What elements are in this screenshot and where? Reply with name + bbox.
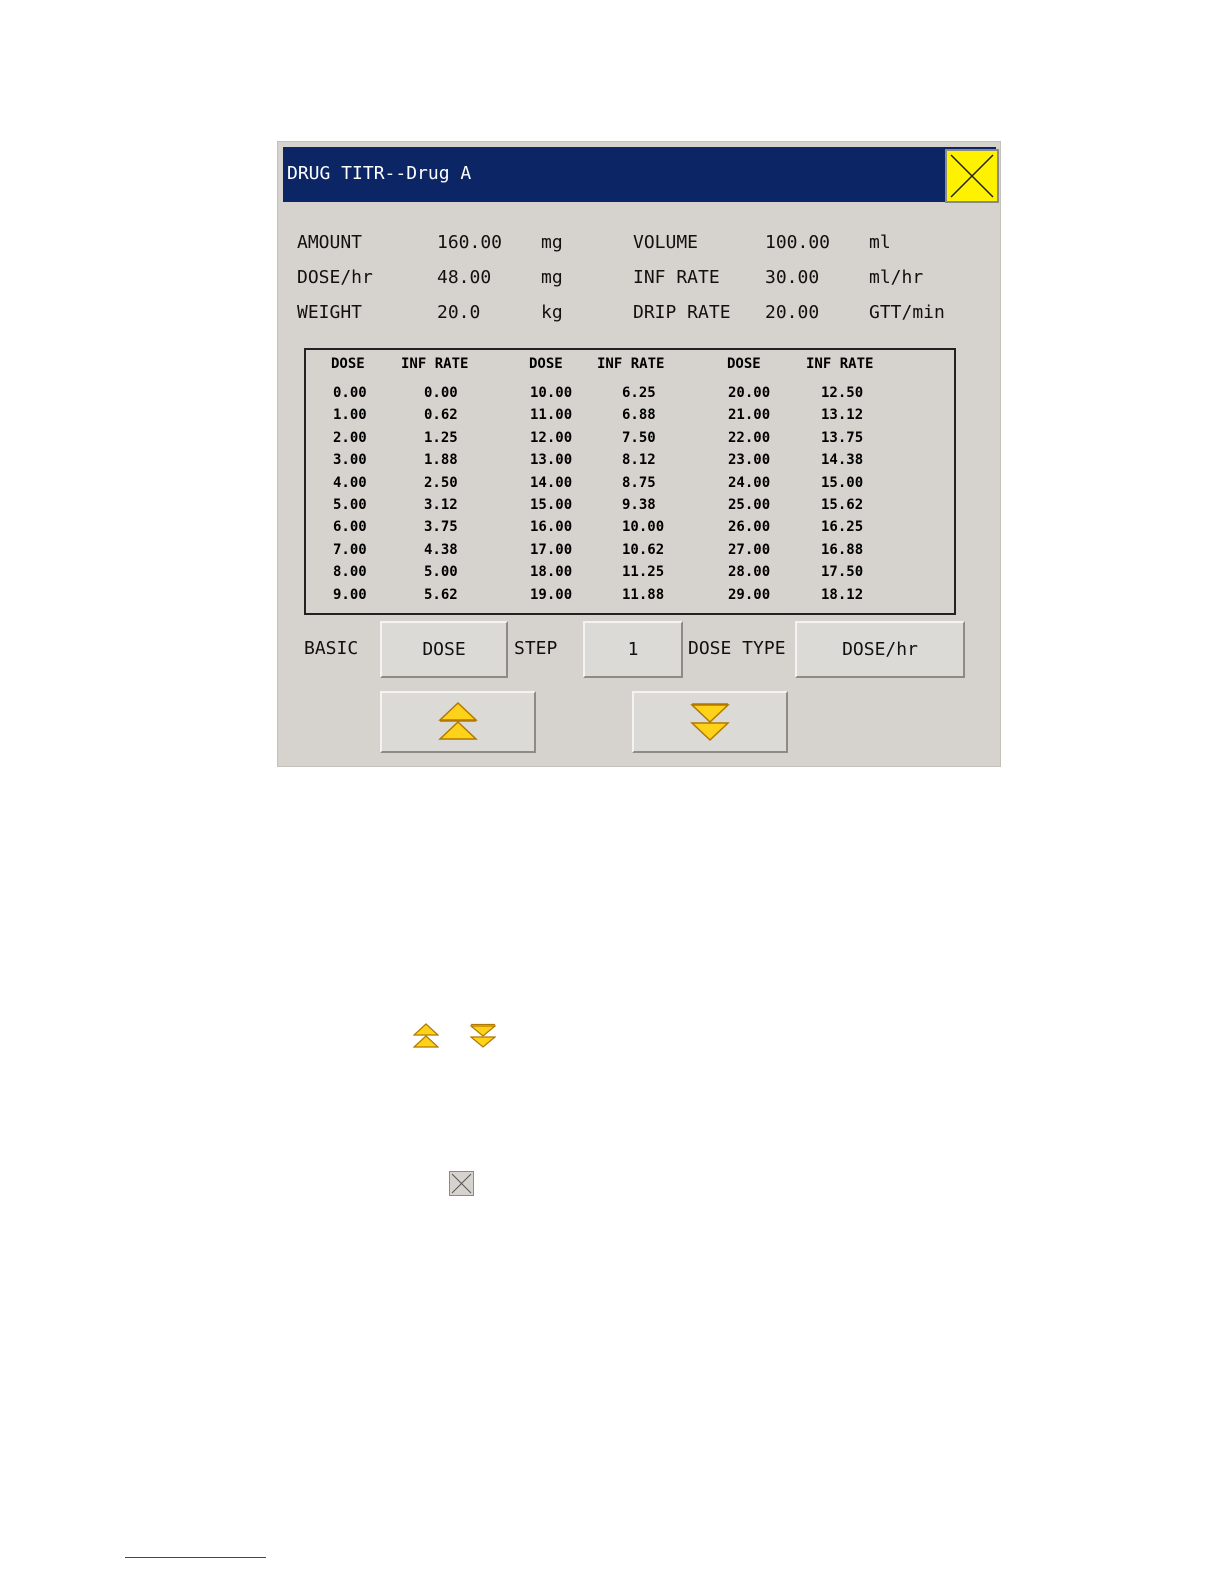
basic-label: BASIC bbox=[304, 638, 359, 659]
basic-value: DOSE bbox=[422, 639, 466, 660]
volume-label: VOLUME bbox=[633, 232, 699, 253]
table-cell-dose: 21.00 bbox=[728, 407, 771, 424]
weight-label: WEIGHT bbox=[297, 302, 363, 323]
table-cell-dose: 11.00 bbox=[530, 407, 573, 424]
table-cell-inf-rate: 0.00 bbox=[424, 385, 458, 401]
inf-rate-unit: ml/hr bbox=[869, 267, 924, 288]
table-cell-dose: 17.00 bbox=[530, 541, 573, 558]
table-cell-inf-rate: 18.12 bbox=[821, 586, 864, 603]
titration-table bbox=[304, 348, 956, 615]
table-cell-dose: 18.00 bbox=[530, 564, 573, 581]
table-header-inf-rate-1: INF RATE bbox=[401, 356, 469, 372]
table-cell-dose: 27.00 bbox=[728, 541, 771, 558]
table-cell-dose: 4.00 bbox=[333, 474, 367, 491]
step-value: 1 bbox=[627, 639, 639, 660]
table-cell-inf-rate: 10.00 bbox=[622, 519, 665, 536]
table-cell-inf-rate: 3.12 bbox=[424, 497, 458, 513]
table-cell-dose: 2.00 bbox=[333, 429, 367, 446]
table-header-inf-rate-2: INF RATE bbox=[597, 356, 665, 372]
close-button[interactable] bbox=[945, 149, 999, 203]
table-cell-inf-rate: 1.88 bbox=[424, 452, 458, 469]
table-cell-dose: 0.00 bbox=[333, 385, 367, 401]
table-cell-dose: 24.00 bbox=[728, 474, 771, 491]
double-chevron-up-icon bbox=[438, 701, 478, 743]
amount-value: 160.00 bbox=[437, 232, 503, 253]
table-cell-dose: 16.00 bbox=[530, 519, 573, 536]
table-cell-inf-rate: 4.38 bbox=[424, 541, 458, 558]
page-down-button[interactable] bbox=[632, 691, 788, 753]
step-label: STEP bbox=[514, 638, 558, 659]
weight-value: 20.0 bbox=[437, 302, 481, 323]
table-cell-dose: 3.00 bbox=[333, 452, 367, 469]
table-cell-dose: 10.00 bbox=[530, 385, 573, 401]
amount-unit: mg bbox=[541, 232, 563, 253]
title-bar bbox=[283, 147, 996, 202]
page-up-button[interactable] bbox=[380, 691, 536, 753]
table-cell-inf-rate: 14.38 bbox=[821, 452, 864, 469]
dose-type-value: DOSE/hr bbox=[842, 639, 918, 660]
table-header-dose-1: DOSE bbox=[331, 356, 365, 372]
table-cell-inf-rate: 16.88 bbox=[821, 541, 864, 558]
table-header-dose-2: DOSE bbox=[529, 356, 563, 372]
table-cell-dose: 13.00 bbox=[530, 452, 573, 469]
table-cell-inf-rate: 13.75 bbox=[821, 429, 864, 446]
table-cell-dose: 7.00 bbox=[333, 541, 367, 558]
table-cell-inf-rate: 8.75 bbox=[622, 474, 656, 491]
dose-hr-label: DOSE/hr bbox=[297, 267, 373, 288]
window-title: DRUG TITR--Drug A bbox=[287, 163, 472, 184]
inf-rate-value: 30.00 bbox=[765, 267, 820, 288]
table-cell-dose: 23.00 bbox=[728, 452, 771, 469]
table-cell-dose: 1.00 bbox=[333, 407, 367, 424]
table-cell-inf-rate: 11.88 bbox=[622, 586, 665, 603]
table-cell-dose: 29.00 bbox=[728, 586, 771, 603]
table-cell-inf-rate: 16.25 bbox=[821, 519, 864, 536]
table-cell-inf-rate: 2.50 bbox=[424, 474, 458, 491]
drip-rate-unit: GTT/min bbox=[869, 302, 945, 323]
inf-rate-label: INF RATE bbox=[633, 267, 720, 288]
weight-unit: kg bbox=[541, 302, 563, 323]
table-header-inf-rate-3: INF RATE bbox=[806, 356, 874, 372]
table-cell-inf-rate: 15.00 bbox=[821, 474, 864, 491]
table-cell-dose: 20.00 bbox=[728, 385, 771, 401]
drip-rate-label: DRIP RATE bbox=[633, 302, 731, 323]
table-cell-dose: 8.00 bbox=[333, 564, 367, 581]
table-cell-inf-rate: 7.50 bbox=[622, 429, 656, 446]
table-cell-inf-rate: 17.50 bbox=[821, 564, 864, 581]
table-cell-dose: 12.00 bbox=[530, 429, 573, 446]
table-cell-dose: 5.00 bbox=[333, 497, 367, 513]
table-cell-inf-rate: 5.00 bbox=[424, 564, 458, 581]
table-cell-inf-rate: 3.75 bbox=[424, 519, 458, 536]
table-cell-inf-rate: 15.62 bbox=[821, 497, 864, 513]
amount-label: AMOUNT bbox=[297, 232, 363, 253]
dose-type-select-button[interactable] bbox=[795, 621, 965, 678]
table-cell-inf-rate: 13.12 bbox=[821, 407, 864, 424]
volume-unit: ml bbox=[869, 232, 891, 253]
double-chevron-down-icon bbox=[470, 1023, 496, 1049]
table-cell-inf-rate: 1.25 bbox=[424, 429, 458, 446]
table-header-dose-3: DOSE bbox=[727, 356, 761, 372]
table-cell-dose: 28.00 bbox=[728, 564, 771, 581]
dose-type-label: DOSE TYPE bbox=[688, 638, 786, 659]
table-cell-inf-rate: 8.12 bbox=[622, 452, 656, 469]
double-chevron-down-icon bbox=[690, 701, 730, 743]
table-cell-dose: 25.00 bbox=[728, 497, 771, 513]
table-cell-dose: 6.00 bbox=[333, 519, 367, 536]
table-cell-inf-rate: 9.38 bbox=[622, 497, 656, 513]
close-x-icon bbox=[947, 151, 997, 201]
table-cell-inf-rate: 6.25 bbox=[622, 385, 656, 401]
volume-value: 100.00 bbox=[765, 232, 831, 253]
table-cell-inf-rate: 11.25 bbox=[622, 564, 665, 581]
table-cell-dose: 19.00 bbox=[530, 586, 573, 603]
table-cell-dose: 9.00 bbox=[333, 586, 367, 603]
close-x-icon bbox=[449, 1171, 474, 1196]
table-cell-inf-rate: 12.50 bbox=[821, 385, 864, 401]
drug-titration-window bbox=[277, 141, 1001, 767]
double-chevron-up-icon bbox=[413, 1023, 439, 1049]
footnote-separator bbox=[125, 1557, 266, 1558]
drip-rate-value: 20.00 bbox=[765, 302, 820, 323]
table-cell-dose: 26.00 bbox=[728, 519, 771, 536]
basic-select-button[interactable] bbox=[380, 621, 508, 678]
dose-hr-value: 48.00 bbox=[437, 267, 492, 288]
table-cell-inf-rate: 10.62 bbox=[622, 541, 665, 558]
table-cell-dose: 22.00 bbox=[728, 429, 771, 446]
dose-hr-unit: mg bbox=[541, 267, 563, 288]
table-cell-dose: 15.00 bbox=[530, 497, 573, 513]
table-cell-inf-rate: 5.62 bbox=[424, 586, 458, 603]
step-select-button[interactable] bbox=[583, 621, 683, 678]
table-cell-inf-rate: 0.62 bbox=[424, 407, 458, 424]
table-cell-inf-rate: 6.88 bbox=[622, 407, 656, 424]
table-cell-dose: 14.00 bbox=[530, 474, 573, 491]
